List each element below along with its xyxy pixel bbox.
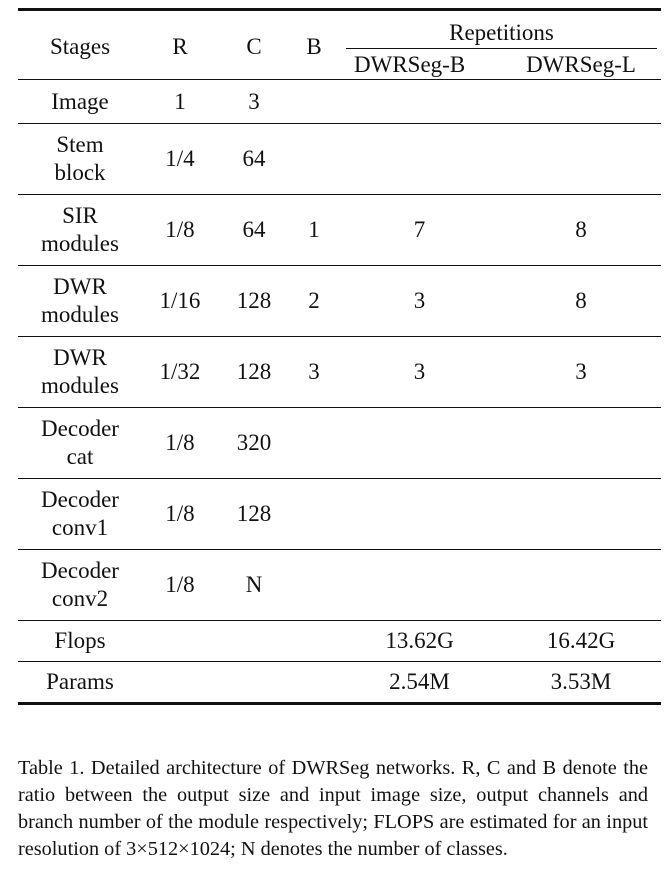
rep-b-cell: 7 [338,195,501,266]
c-cell: 128 [218,337,290,408]
stage-cell: DWR modules [18,337,142,408]
rep-l-cell [501,80,661,124]
stage-cell: Decoder cat [18,408,142,479]
r-cell: 1/8 [142,195,218,266]
header-r: R [142,10,218,80]
stage-cell: Decoder conv2 [18,550,142,621]
c-cell: N [218,550,290,621]
rep-l-cell [501,479,661,550]
rep-l-cell: 3 [501,337,661,408]
c-cell: 128 [218,479,290,550]
flops-dwrseg-l: 16.42G [501,621,661,662]
rep-b-cell [338,124,501,195]
r-cell: 1/32 [142,337,218,408]
table-caption: Table 1. Detailed architecture of DWRSeg networks. R, C and B denote the ratio between the output size and input image size, output channels and branch number of the module respectively; FLOPS are estimated for an input resolution of 3×512×1024; N denotes the number of classes. [18,757,648,861]
b-cell: 2 [290,266,338,337]
table-row [18,408,661,479]
stage-cell: Image [18,80,142,124]
header-dwrseg-b: DWRSeg-B [354,52,466,77]
header-stages: Stages [18,10,142,80]
stage-cell: Decoder conv1 [18,479,142,550]
table-row [18,550,661,621]
b-cell [290,80,338,124]
c-cell: 3 [218,80,290,124]
header-dwrseg-l: DWRSeg-L [526,52,636,77]
summary-label: Params [18,662,142,704]
table-row [18,337,661,408]
c-cell: 64 [218,124,290,195]
stage-cell: SIR modules [18,195,142,266]
architecture-table-container [18,8,661,705]
b-cell [290,408,338,479]
params-dwrseg-l: 3.53M [501,662,661,704]
rep-l-cell [501,408,661,479]
flops-dwrseg-b: 13.62G [338,621,501,662]
c-cell: 64 [218,195,290,266]
stage-cell: Stem block [18,124,142,195]
b-cell [290,479,338,550]
c-cell: 320 [218,408,290,479]
table-row [18,266,661,337]
r-cell: 1/8 [142,408,218,479]
header-repetitions-label: Repetitions [346,18,657,49]
rep-b-cell [338,408,501,479]
r-cell: 1 [142,80,218,124]
b-cell [290,550,338,621]
rep-l-cell: 8 [501,266,661,337]
rep-b-cell [338,550,501,621]
rep-b-cell: 3 [338,337,501,408]
table-row [18,124,661,195]
table-row [18,80,661,124]
header-b: B [290,10,338,80]
architecture-table [18,8,661,705]
b-cell [290,124,338,195]
r-cell: 1/4 [142,124,218,195]
b-cell: 3 [290,337,338,408]
b-cell: 1 [290,195,338,266]
c-cell: 128 [218,266,290,337]
rep-b-cell [338,479,501,550]
r-cell: 1/8 [142,550,218,621]
header-row [18,10,661,52]
summary-row-flops [18,621,661,662]
rep-l-cell: 8 [501,195,661,266]
rep-b-cell: 3 [338,266,501,337]
rep-l-cell [501,550,661,621]
rep-b-cell [338,80,501,124]
r-cell: 1/8 [142,479,218,550]
stage-cell: DWR modules [18,266,142,337]
header-repetitions [338,10,661,52]
params-dwrseg-b: 2.54M [338,662,501,704]
summary-label: Flops [18,621,142,662]
table-row [18,479,661,550]
r-cell: 1/16 [142,266,218,337]
summary-row-params [18,662,661,704]
table-row [18,195,661,266]
rep-l-cell [501,124,661,195]
header-c: C [218,10,290,80]
